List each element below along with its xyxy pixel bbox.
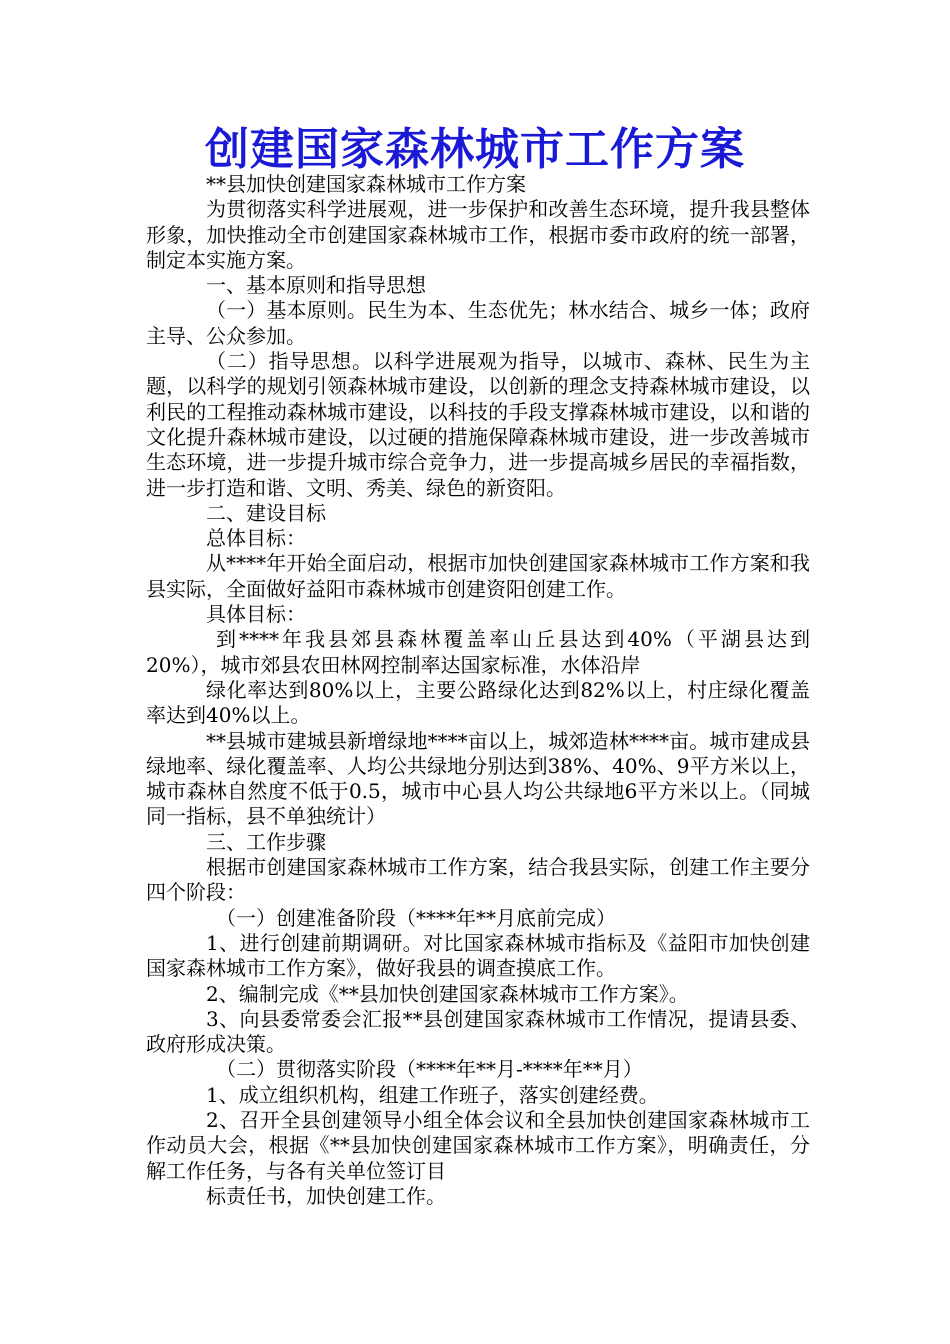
stage-1-item-2: 2、编制完成《**县加快创建国家森林城市工作方案》。 xyxy=(206,981,689,1006)
stage-1-item-1: 1、进行创建前期调研。对比国家森林城市指标及《益阳市加快创建国家森林城市工作方案》，做好我县的调查摸底工作。 xyxy=(146,930,810,981)
specific-goal-paragraph-1: 到****年我县郊县森林覆盖率山丘县达到40%（平湖县达到20%），城市郊县农田林网控制率达国家标准，水体沿岸 xyxy=(146,627,810,677)
stage-2-item-2: 2、召开全县创建领导小组全体会议和全县加快创建国家森林城市工作动员大会，根据《**县加快创建国家森林城市工作方案》，明确责任，分解工作任务，与各有关单位签订目 xyxy=(146,1107,810,1183)
section-heading-3: 三、工作步骤 xyxy=(206,829,326,854)
document-title: 创建国家森林城市工作方案 xyxy=(205,124,745,175)
guidance-paragraph: （二）指导思想。以科学进展观为指导，以城市、森林、民生为主题，以科学的规划引领森林城市建设，以创新的理念支持森林城市建设，以利民的工程推动森林城市建设，以科技的手段支撑森林城市建设，以和谐的文化提升森林城市建设，以过硬的措施保障森林城市建设，进一步改善城市生态环境，进一步提升城市综合竞争力，进一步提高城乡居民的幸福指数，进一步打造和谐、文明、秀美、绿色的新资阳。 xyxy=(146,349,810,500)
document-body xyxy=(146,172,810,1209)
overall-goal-label: 总体目标： xyxy=(206,526,306,551)
steps-intro-paragraph: 根据市创建国家森林城市工作方案，结合我县实际，创建工作主要分四个阶段： xyxy=(146,855,810,905)
stage-2-heading: （二）贯彻落实阶段（****年**月-****年**月） xyxy=(216,1057,643,1082)
specific-goal-paragraph-3: **县城市建城县新增绿地****亩以上，城郊造林****亩。城市建成县绿地率、绿化覆盖率、人均公共绿地分别达到38%、40%、9平方米以上，城市森林自然度不低于0.5，城市中心县人均公共绿地6平方米以上。（同城同一指标，县不单独统计） xyxy=(146,728,810,829)
stage-1-item-3: 3、向县委常委会汇报**县创建国家森林城市工作情况，提请县委、政府形成决策。 xyxy=(146,1006,810,1057)
intro-paragraph: 为贯彻落实科学进展观，进一步保护和改善生态环境，提升我县整体形象，加快推动全市创建国家森林城市工作，根据市委市政府的统一部署，制定本实施方案。 xyxy=(146,197,810,272)
principles-paragraph: （一）基本原则。民生为本、生态优先；林水结合、城乡一体；政府主导、公众参加。 xyxy=(146,298,810,348)
stage-2-item-2-continued: 标责任书，加快创建工作。 xyxy=(206,1183,446,1208)
section-heading-2: 二、建设目标 xyxy=(206,500,326,525)
specific-goal-paragraph-2: 绿化率达到80%以上，主要公路绿化达到82%以上，村庄绿化覆盖率达到40%以上。 xyxy=(146,677,810,728)
specific-goal-label: 具体目标： xyxy=(206,602,306,627)
section-heading-1: 一、基本原则和指导思想 xyxy=(206,273,426,298)
subtitle-paragraph: **县加快创建国家森林城市工作方案 xyxy=(206,172,526,196)
overall-goal-paragraph: 从****年开始全面启动，根据市加快创建国家森林城市工作方案和我县实际，全面做好益阳市森林城市创建资阳创建工作。 xyxy=(146,551,810,601)
stage-1-heading: （一）创建准备阶段（****年**月底前完成） xyxy=(216,905,616,930)
stage-2-item-1: 1、成立组织机构，组建工作班子，落实创建经费。 xyxy=(206,1082,659,1107)
